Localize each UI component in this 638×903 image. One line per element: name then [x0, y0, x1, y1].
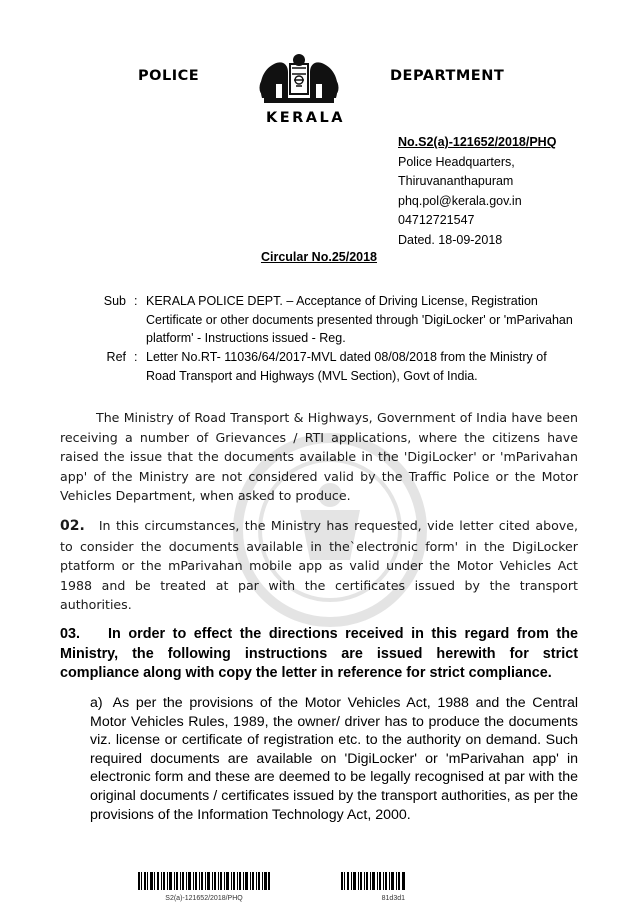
paragraph-a-text: As per the provisions of the Motor Vehicles Act, 1988 and the Central Motor Vehicles Rules, 1989, the owner/ driver has to produce the documents viz. license or certificate of registration etc. to the authority on demand. Such required documents are available on 'DigiLocker' or 'mParivahan app' in electronic form and these are deemed to be legally recognised at par with the original documents / certificates issued by the transport authorities, as per the provisions of the Information Technology Act, 2000. — [90, 695, 578, 823]
ref-colon: : — [134, 350, 138, 364]
barcode-right-icon — [341, 872, 405, 890]
paragraph-3 — [60, 625, 578, 684]
paragraph-1-text: The Ministry of Road Transport & Highways, Government of India have been receiving a number of Grievances / RTI applications, where the citizens have raised the issue that the documents available in the 'DigiLocker' or 'mParivahan app' of the Ministry are not considered valid by the Traffic Police or the Motor Vehicles Department, when asked to produce. — [60, 410, 578, 503]
paragraph-a-label: a) — [90, 695, 103, 711]
paragraph-2-number: 02. — [60, 518, 85, 534]
ref-label: Ref — [106, 350, 126, 364]
paragraph-a — [90, 694, 578, 824]
emblem-kerala-label: KERALA — [266, 110, 345, 126]
barcode-left-label: S2(a)-121652/2018/PHQ — [165, 895, 243, 902]
paragraph-2-text: In this circumstances, the Ministry has requested, vide letter cited above, to consider the documents available in the`electronic form' in the DigiLocker ptatform or the mParivahan mobile app as valid under the Motor Vehicles Act 1988 and be treated at par with the certificates issued by the transport authorities. — [60, 518, 578, 612]
subject-label: Sub — [103, 294, 126, 308]
reference-number: No.S2(a)-121652/2018/PHQ — [398, 135, 557, 149]
office-email: phq.pol@kerala.gov.in — [398, 193, 522, 208]
subject-block — [86, 292, 586, 348]
reference-block — [398, 133, 556, 251]
office-name: Police Headquarters, — [398, 154, 515, 169]
paragraph-3-number: 03. — [60, 626, 81, 642]
subject-colon: : — [134, 294, 138, 308]
header-police-word: POLICE — [138, 68, 200, 84]
kerala-state-emblem-icon — [254, 50, 344, 110]
paragraph-3-text: In order to effect the directions received in this regard from the Ministry, the following instructions are issued herewith for strict compliance along with copy the letter in reference for strict compliance. — [60, 626, 578, 681]
barcode-left-icon — [138, 872, 270, 890]
ref-text: Letter No.RT- 11036/64/2017-MVL dated 08/08/2018 from the Ministry of Road Transport and Highways (MVL Section), Govt of India. — [146, 350, 547, 383]
dated: Dated. 18-09-2018 — [398, 232, 503, 247]
paragraph-1 — [60, 408, 578, 506]
header-department-word: DEPARTMENT — [390, 68, 505, 84]
ref-block — [86, 348, 586, 388]
office-phone: 04712721547 — [398, 213, 475, 228]
office-city: Thiruvananthapuram — [398, 174, 514, 189]
barcode-right-label: 81d3d1 — [381, 895, 405, 902]
barcode-right — [341, 872, 405, 902]
subject-text: KERALA POLICE DEPT. – Acceptance of Driving License, Registration Certificate or other documents presented through 'DigiLocker' or 'mParivahan platform' - Instructions issued - Reg. — [146, 294, 573, 345]
barcode-left — [138, 872, 270, 902]
circular-title: Circular No.25/2018 — [260, 250, 378, 264]
paragraph-2 — [60, 516, 578, 615]
